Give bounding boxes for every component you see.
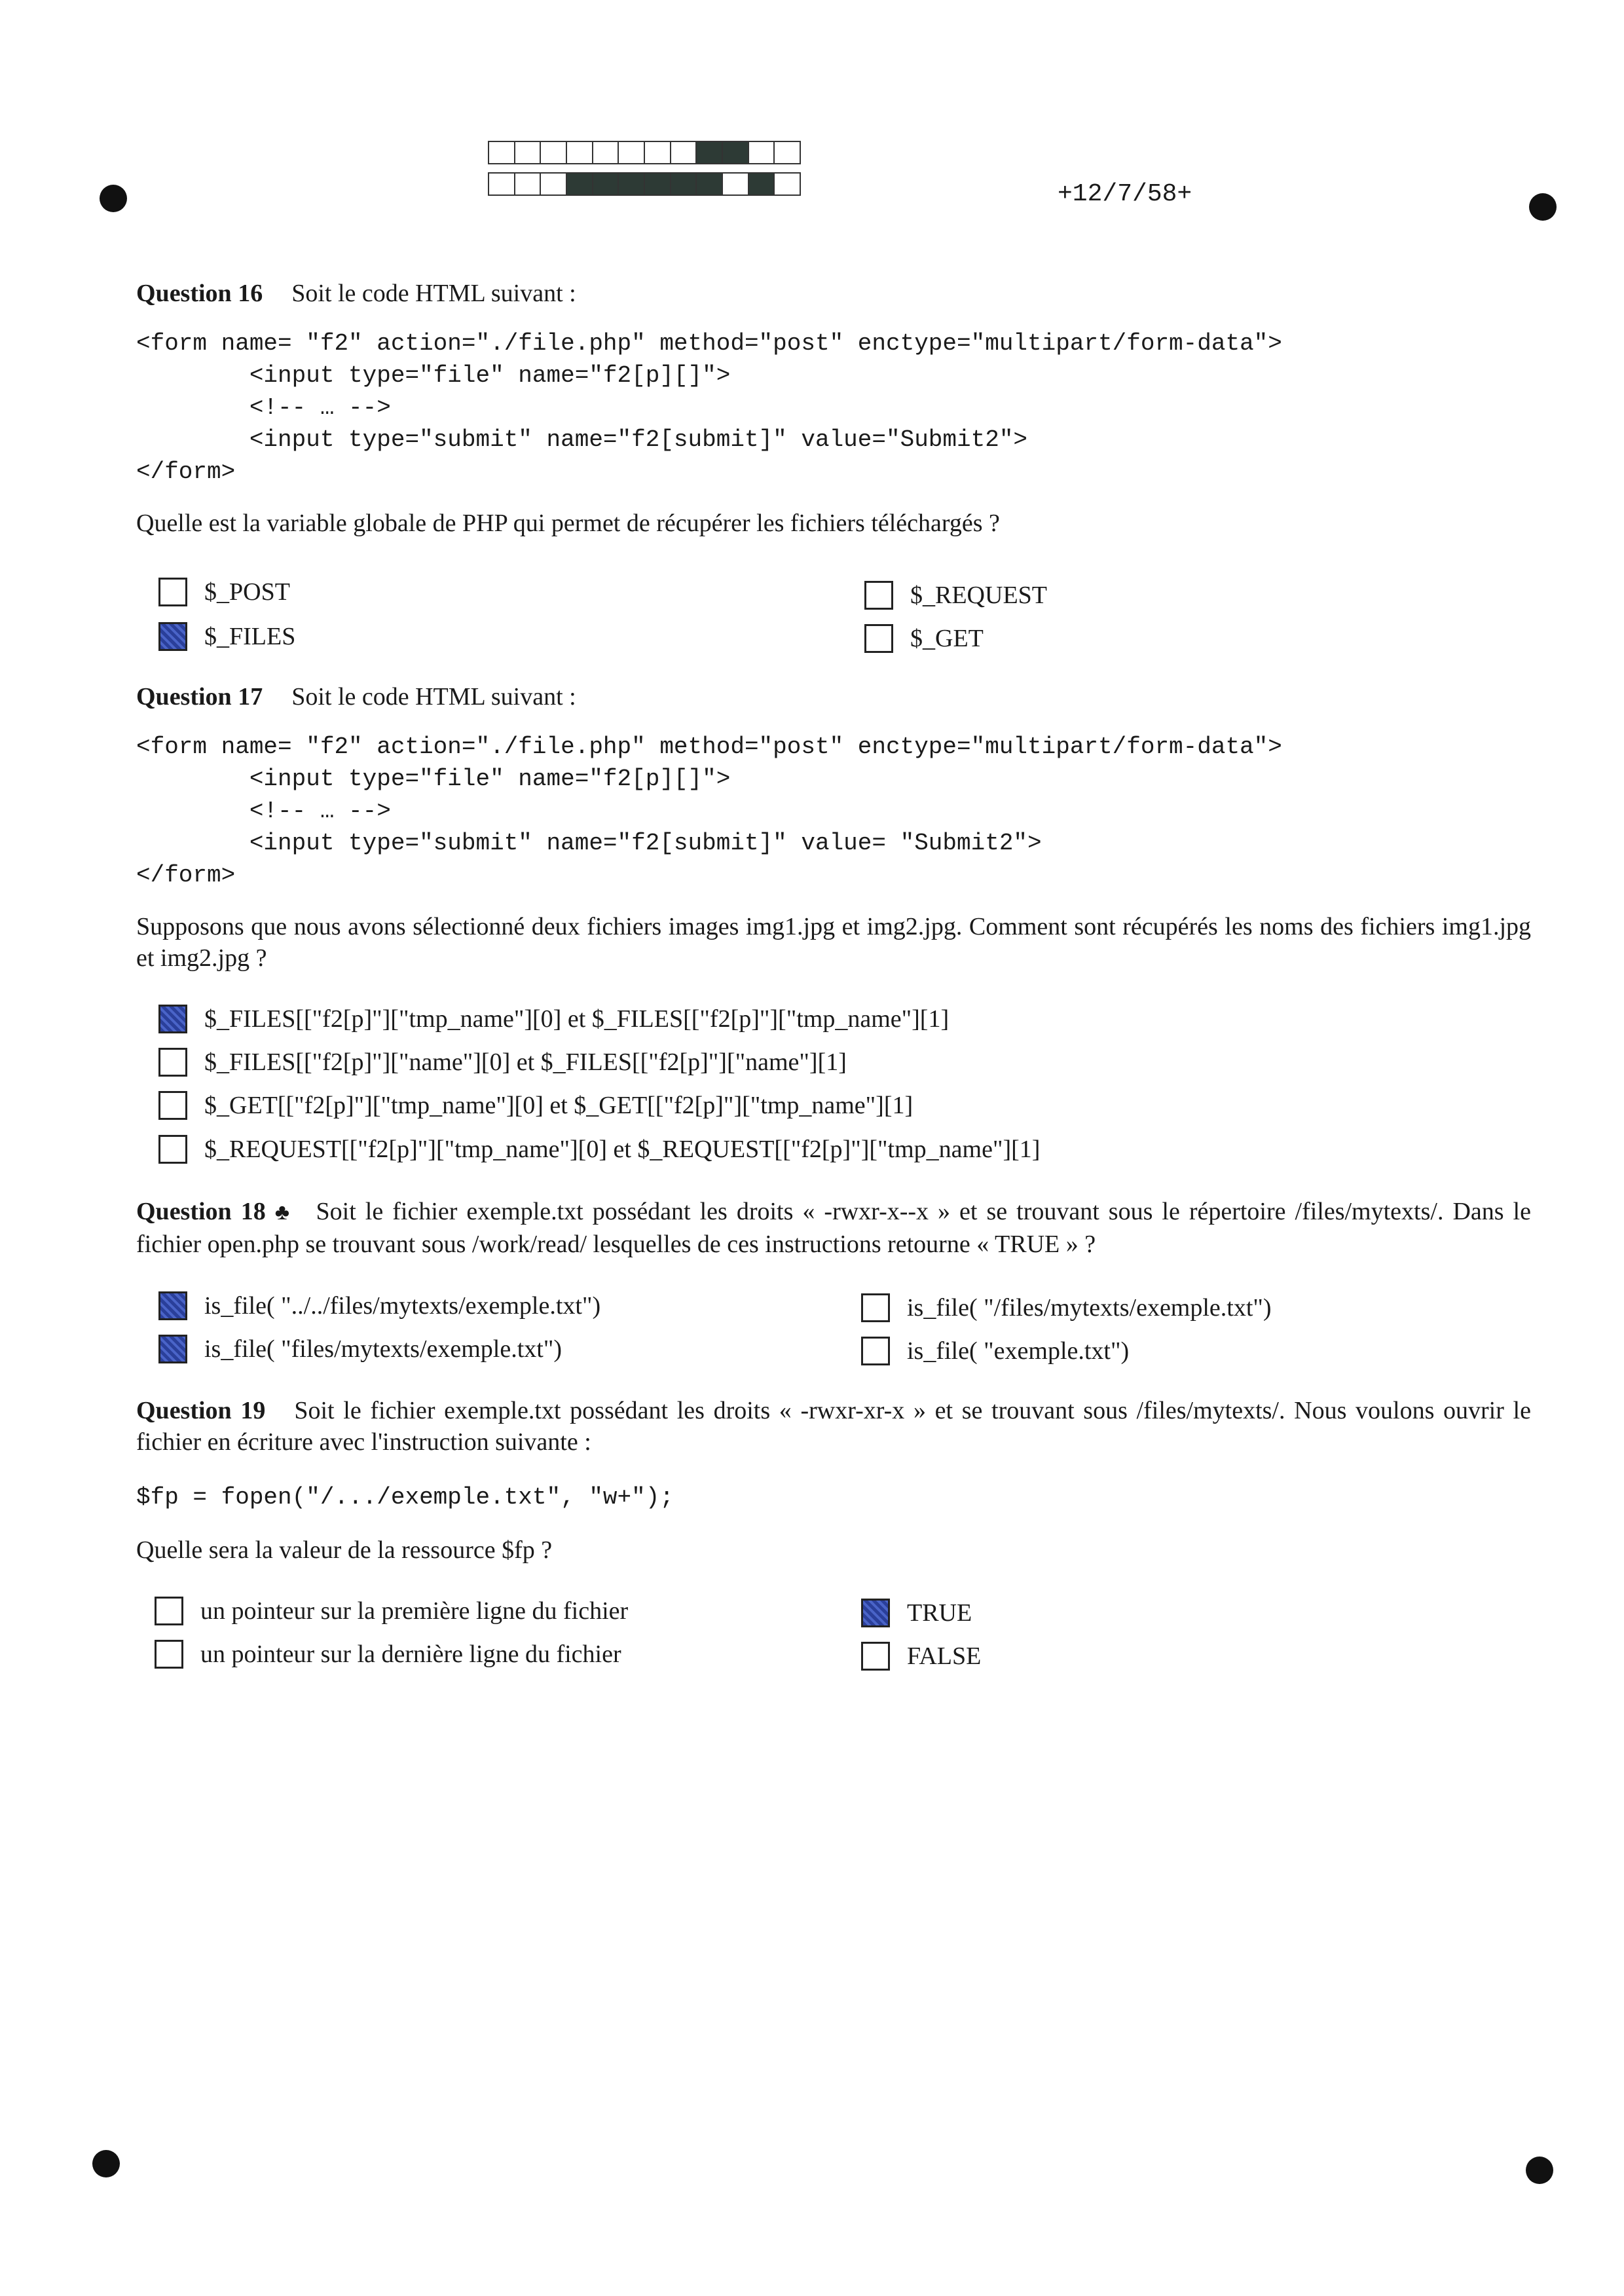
question-17: [136, 681, 1531, 974]
answer-option[interactable]: [158, 1291, 600, 1320]
answer-option[interactable]: [864, 624, 984, 653]
answer-option[interactable]: [158, 1048, 847, 1077]
checkbox[interactable]: [861, 1293, 890, 1322]
page-id: +12/7/58+: [1058, 180, 1192, 208]
option-label: $_REQUEST[["f2[p]"]["tmp_name"][0] et $_REQUEST[["f2[p]"]["tmp_name"][1]: [204, 1136, 1041, 1163]
checkbox[interactable]: [158, 1005, 187, 1033]
checkbox[interactable]: [861, 1337, 890, 1365]
checkbox[interactable]: [158, 578, 187, 606]
option-label: $_REQUEST: [910, 582, 1047, 609]
option-label: is_file( "files/mytexts/exemple.txt"): [204, 1335, 563, 1363]
option-label: is_file( "exemple.txt"): [907, 1337, 1130, 1365]
code-cell: [567, 142, 593, 163]
checkbox[interactable]: [158, 1048, 187, 1077]
checkbox[interactable]: [158, 1091, 187, 1120]
option-label: $_FILES: [204, 623, 296, 650]
question-text: Quelle est la variable globale de PHP qui permet de récupérer les fichiers téléchargés ?: [136, 509, 1000, 537]
option-label: $_FILES[["f2[p]"]["tmp_name"][0] et $_FILES[["f2[p]"]["tmp_name"][1]: [204, 1005, 950, 1033]
code-cell: [541, 174, 567, 194]
answer-option[interactable]: [158, 622, 295, 651]
option-label: is_file( "../../files/mytexts/exemple.txt"): [204, 1292, 601, 1320]
option-label: FALSE: [907, 1642, 982, 1670]
code-cell: [489, 142, 515, 163]
question-label: Question 17: [136, 683, 263, 711]
page-code-boxes: [488, 141, 801, 204]
registration-mark-top-left: [100, 185, 127, 212]
option-label: $_GET: [910, 625, 984, 652]
answer-option[interactable]: [158, 578, 290, 606]
code-cell: [671, 174, 697, 194]
code-cell: [489, 174, 515, 194]
checkbox[interactable]: [158, 1135, 187, 1164]
checkbox[interactable]: [864, 624, 893, 653]
option-label: TRUE: [907, 1599, 972, 1627]
answer-option[interactable]: [861, 1293, 1272, 1322]
answer-option[interactable]: [864, 581, 1047, 610]
code-cell: [749, 142, 775, 163]
registration-mark-bottom-right: [1526, 2157, 1553, 2184]
checkbox[interactable]: [155, 1597, 183, 1625]
code-block: <form name= "f2" action="./file.php" method="post" enctype="multipart/form-data"> <input type="file" name="f2[p][]"> <!-- … --> <input type="submit" name="f2[submit]" value="Submit2"> </form>: [136, 330, 1282, 485]
code-cell: [775, 174, 800, 194]
answer-option[interactable]: [155, 1597, 628, 1625]
answer-option[interactable]: [861, 1337, 1129, 1365]
code-row-2: [488, 172, 801, 196]
code-cell: [645, 142, 671, 163]
code-block: <form name= "f2" action="./file.php" method="post" enctype="multipart/form-data"> <input type="file" name="f2[p][]"> <!-- … --> <input type="submit" name="f2[submit]" value= "Submit2"> </form>: [136, 733, 1282, 889]
code-cell: [723, 142, 749, 163]
question-16: [136, 278, 1531, 539]
code-cell: [619, 142, 645, 163]
code-cell: [723, 174, 749, 194]
option-label: is_file( "/files/mytexts/exemple.txt"): [907, 1294, 1272, 1322]
checkbox[interactable]: [864, 581, 893, 610]
code-cell: [697, 142, 723, 163]
code-cell: [515, 174, 542, 194]
option-label: un pointeur sur la première ligne du fichier: [200, 1597, 629, 1625]
question-label: Question 19: [136, 1397, 266, 1424]
answer-option[interactable]: [158, 1005, 949, 1033]
checkbox[interactable]: [861, 1642, 890, 1671]
question-label: Question 16: [136, 280, 263, 307]
code-cell: [671, 142, 697, 163]
checkbox[interactable]: [155, 1640, 183, 1669]
question-text: Quelle sera la valeur de la ressource $fp ?: [136, 1536, 553, 1564]
checkbox[interactable]: [158, 622, 187, 651]
answer-option[interactable]: [861, 1642, 981, 1671]
question-text: Supposons que nous avons sélectionné deux fichiers images img1.jpg et img2.jpg. Comment sont récupérés les noms des fichiers img1.jpg et img2.jpg ?: [136, 913, 1531, 972]
answer-option[interactable]: [861, 1599, 972, 1627]
question-18: [136, 1196, 1531, 1260]
answer-option[interactable]: [158, 1135, 1040, 1164]
code-cell: [515, 142, 542, 163]
code-cell: [697, 174, 723, 194]
code-cell: [619, 174, 645, 194]
checkbox[interactable]: [158, 1335, 187, 1363]
answer-option[interactable]: [158, 1335, 562, 1363]
code-cell: [567, 174, 593, 194]
code-row-1: [488, 141, 801, 164]
checkbox[interactable]: [158, 1291, 187, 1320]
option-label: $_GET[["f2[p]"]["tmp_name"][0] et $_GET[["f2[p]"]["tmp_name"][1]: [204, 1092, 913, 1119]
answer-option[interactable]: [155, 1640, 621, 1669]
option-label: $_FILES[["f2[p]"]["name"][0] et $_FILES[["f2[p]"]["name"][1]: [204, 1048, 847, 1076]
club-icon: ♣: [274, 1200, 293, 1225]
option-label: un pointeur sur la dernière ligne du fichier: [200, 1640, 621, 1668]
option-label: $_POST: [204, 578, 290, 606]
registration-mark-top-right: [1529, 193, 1557, 221]
code-block: $fp = fopen("/.../exemple.txt", "w+");: [136, 1484, 674, 1511]
question-19: [136, 1395, 1531, 1566]
question-intro: Soit le code HTML suivant :: [291, 280, 576, 307]
code-cell: [775, 142, 800, 163]
question-text: Soit le fichier exemple.txt possédant les droits « -rwxr-x--x » et se trouvant sous le répertoire /files/mytexts/. Dans le fichier open.php se trouvant sous /work/read/ lesquelles de ces instructions retourne « TRUE » ?: [136, 1198, 1531, 1258]
code-cell: [593, 142, 619, 163]
answer-option[interactable]: [158, 1091, 913, 1120]
question-text: Soit le fichier exemple.txt possédant les droits « -rwxr-xr-x » et se trouvant sous /files/mytexts/. Nous voulons ouvrir le fichier en écriture avec l'instruction suivante :: [136, 1397, 1531, 1456]
checkbox[interactable]: [861, 1599, 890, 1627]
code-cell: [541, 142, 567, 163]
question-label: Question 18: [136, 1198, 266, 1225]
registration-mark-bottom-left: [92, 2150, 120, 2177]
code-cell: [749, 174, 775, 194]
code-cell: [645, 174, 671, 194]
code-cell: [593, 174, 619, 194]
question-intro: Soit le code HTML suivant :: [291, 683, 576, 711]
